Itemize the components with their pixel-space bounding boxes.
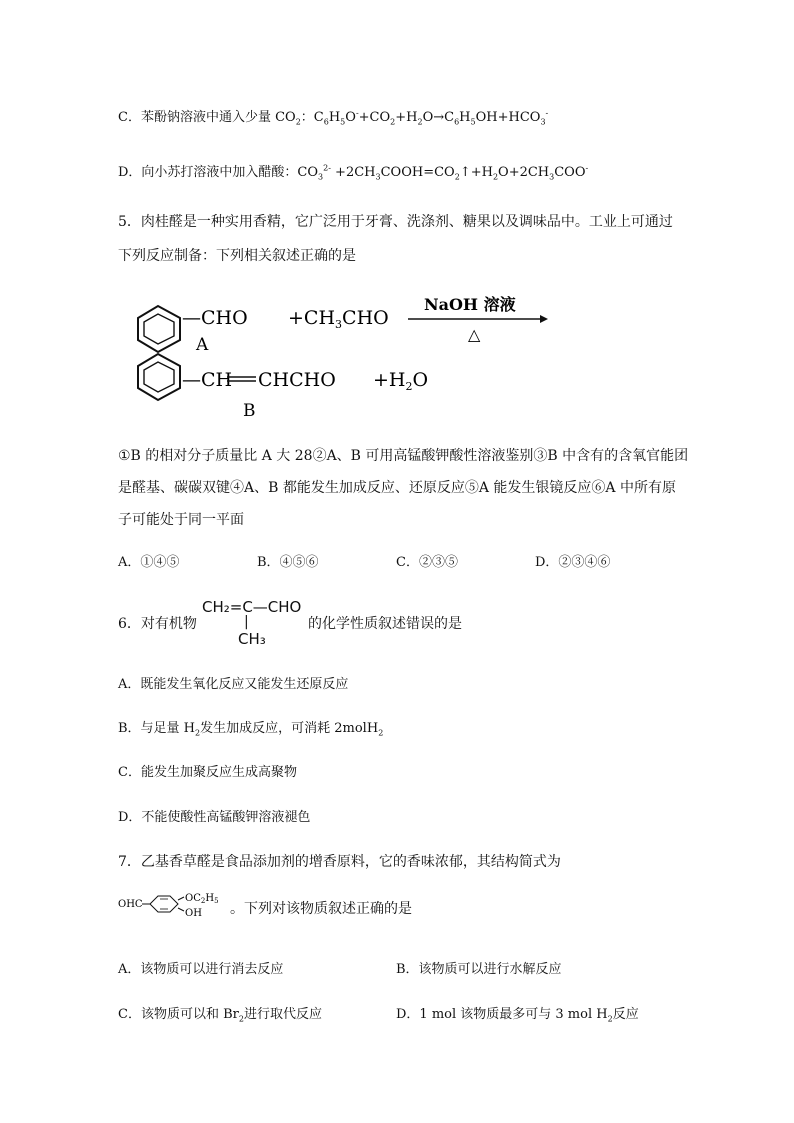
benzene-ring-icon xyxy=(138,306,180,352)
q5-stem-line2: 下列反应制备：下列相关叙述正确的是 xyxy=(118,248,356,264)
q6-option-c: C．能发生加聚反应生成高聚物 xyxy=(118,765,297,780)
q5-statement-line3: 子可能处于同一平面 xyxy=(118,512,244,528)
label-b: B xyxy=(243,401,256,421)
q6-stem-suffix: 的化学性质叙述错误的是 xyxy=(308,616,462,632)
product-b-group: —CH xyxy=(182,369,233,391)
q6-option-b: B．与足量 $H_2$发生加成反应，可消耗 2molH$_2$ xyxy=(118,721,384,738)
q6-structure-bottom: CH₃ xyxy=(238,630,266,648)
arrow-condition-bottom: △ xyxy=(468,325,481,344)
q5-option-b: B．④⑤⑥ xyxy=(257,555,319,570)
q5-option-a: A．①④⑤ xyxy=(118,555,180,570)
product-water: $+H_2O$ xyxy=(373,369,429,393)
oh-label: OH xyxy=(185,908,202,919)
q6-structure-top: CH₂=C—CHO xyxy=(202,598,302,616)
q6-stem-prefix: 6．对有机物 xyxy=(118,616,197,632)
q4-option-d: D．向小苏打溶液中加入醋酸：$CO_3^{2-}$ $+2CH_3COOH=CO_2↑+H_2O+2CH_3COO^-$ xyxy=(118,163,589,182)
q7-option-a: A．该物质可以进行消去反应 xyxy=(118,962,284,977)
q7-option-b: B．该物质可以进行水解反应 xyxy=(396,962,562,977)
q5-option-c: C．②③⑤ xyxy=(396,555,458,570)
benzene-ring-icon xyxy=(150,896,178,912)
q7-stem-line2: 。下列对该物质叙述正确的是 xyxy=(230,901,412,917)
q6-structure-bar: | xyxy=(244,614,249,630)
ohc-label: OHC xyxy=(118,899,143,910)
q5-statement-line1: ①B 的相对分子质量比 A 大 28②A、B 可用高锰酸钾酸性溶液鉴别③B 中含有的含氧官能团 xyxy=(118,448,689,464)
q7-structure xyxy=(118,890,233,924)
q7-option-c: C．该物质可以和 $Br_2$进行取代反应 xyxy=(118,1007,322,1024)
q7-stem-line1: 7．乙基香草醛是食品添加剂的增香原料，它的香味浓郁，其结构简式为 xyxy=(118,854,561,870)
q7-option-d: D．1 mol 该物质最多可与 3 mol $H_2$反应 xyxy=(396,1007,639,1024)
q6-option-a: A．既能发生氧化反应又能发生还原反应 xyxy=(118,677,349,692)
oc2h5-label: $OC_2H_5$ xyxy=(185,893,219,905)
q4-option-c: C．苯酚钠溶液中通入少量 $CO_2$：$C_6H_5O^-+CO_2+H_2O\to C_6H_5OH+HCO_3^-$ xyxy=(118,108,549,127)
arrow-condition-top: NaOH 溶液 xyxy=(424,295,516,314)
product-b-chain: CHCHO xyxy=(258,369,336,391)
q5-stem-line1: 5．肉桂醛是一种实用香精，它广泛用于牙膏、洗涤剂、糖果以及调味品中。工业上可通过 xyxy=(118,214,673,230)
q5-statement-line2: 是醛基、碳碳双键④A、B 都能发生加成反应、还原反应⑤A 能发生银镜反应⑥A 中所有原 xyxy=(118,480,676,496)
q5-reaction-scheme xyxy=(128,288,558,423)
benzene-ring-icon xyxy=(138,354,180,400)
reactant-a-group: —CHO xyxy=(182,307,248,329)
label-a: A xyxy=(196,335,209,355)
q5-option-d: D．②③④⑥ xyxy=(535,555,611,570)
arrow-head-icon xyxy=(540,315,548,323)
reactant-acetaldehyde: $+CH_3CHO$ xyxy=(288,307,389,331)
q6-option-d: D．不能使酸性高锰酸钾溶液褪色 xyxy=(118,810,311,825)
